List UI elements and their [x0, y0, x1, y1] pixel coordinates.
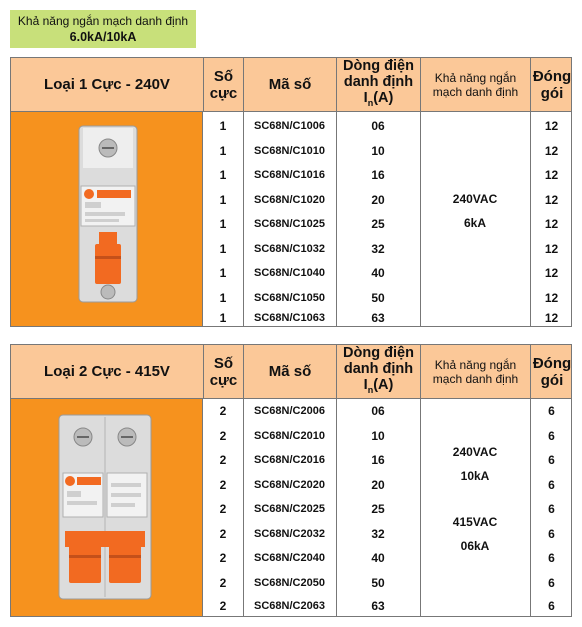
table-row: 1 SC68N/C1040 40 12	[219, 266, 559, 281]
header-poles: Số cực	[203, 345, 243, 398]
header-code: Mã số	[243, 345, 336, 398]
breaker-2p-image	[55, 413, 155, 603]
table-title: Loại 1 Cực - 240V	[44, 76, 170, 93]
table-row: 2 SC68N/C2050 50 6	[219, 575, 555, 590]
header-poles: Số cực	[203, 58, 243, 111]
table-body	[11, 112, 571, 326]
table-row: 2 SC68N/C2032 32 6	[219, 526, 555, 541]
table-row: 1 SC68N/C1020 20 12	[219, 192, 559, 207]
table-row: 1 SC68N/C1006 06 12	[219, 119, 559, 134]
header-current: Dòng điện danh định $I_n(A)$	[336, 345, 420, 398]
table-row: 1 SC68N/C1063 63 12	[219, 311, 559, 325]
breaking-capacity-value: 240VAC 6kA	[452, 192, 498, 230]
table-row: 1 SC68N/C1010 10 12	[219, 143, 559, 158]
table-header	[11, 345, 571, 399]
table-title: Loại 2 Cực - 415V	[44, 363, 170, 380]
table-row: 2 SC68N/C2040 40 6	[219, 551, 555, 566]
badge-line-1: Khả năng ngắn mạch danh định	[17, 14, 189, 28]
table-row: 2 SC68N/C2006 06 6	[219, 404, 555, 419]
table-row: 2 SC68N/C2020 20 6	[219, 477, 555, 492]
header-breaking-capacity: Khả năng ngắn mạch danh định	[420, 345, 530, 398]
product-image-panel	[11, 112, 203, 326]
table-double-pole	[10, 344, 572, 617]
breaking-capacity-value: 240VAC 10kA 415VAC 06kA	[452, 445, 498, 553]
header-packing: Đóng gói	[530, 345, 573, 398]
table-row: 2 SC68N/C2063 63 6	[219, 598, 555, 613]
table-single-pole	[10, 57, 572, 327]
table-row: 2 SC68N/C2010 10 6	[219, 428, 555, 443]
breaker-1p-image	[73, 124, 143, 306]
header-current: Dòng điện danh định $I_n(A)$	[336, 58, 420, 111]
badge-line-2: 6.0kA/10kA	[69, 30, 137, 44]
header-breaking-capacity: Khả năng ngắn mạch danh định	[420, 58, 530, 111]
breaking-capacity-badge	[10, 10, 196, 48]
header-packing: Đóng gói	[530, 58, 573, 111]
table-body	[11, 399, 571, 616]
header-code: Mã số	[243, 58, 336, 111]
table-row: 2 SC68N/C2016 16 6	[219, 453, 555, 468]
table-row: 2 SC68N/C2025 25 6	[219, 502, 555, 517]
table-row: 1 SC68N/C1050 50 12	[219, 290, 559, 305]
table-row: 1 SC68N/C1025 25 12	[219, 217, 559, 232]
product-image-panel	[11, 399, 203, 616]
table-row: 1 SC68N/C1016 16 12	[219, 168, 559, 183]
table-header	[11, 58, 571, 112]
table-row: 1 SC68N/C1032 32 12	[219, 241, 559, 256]
